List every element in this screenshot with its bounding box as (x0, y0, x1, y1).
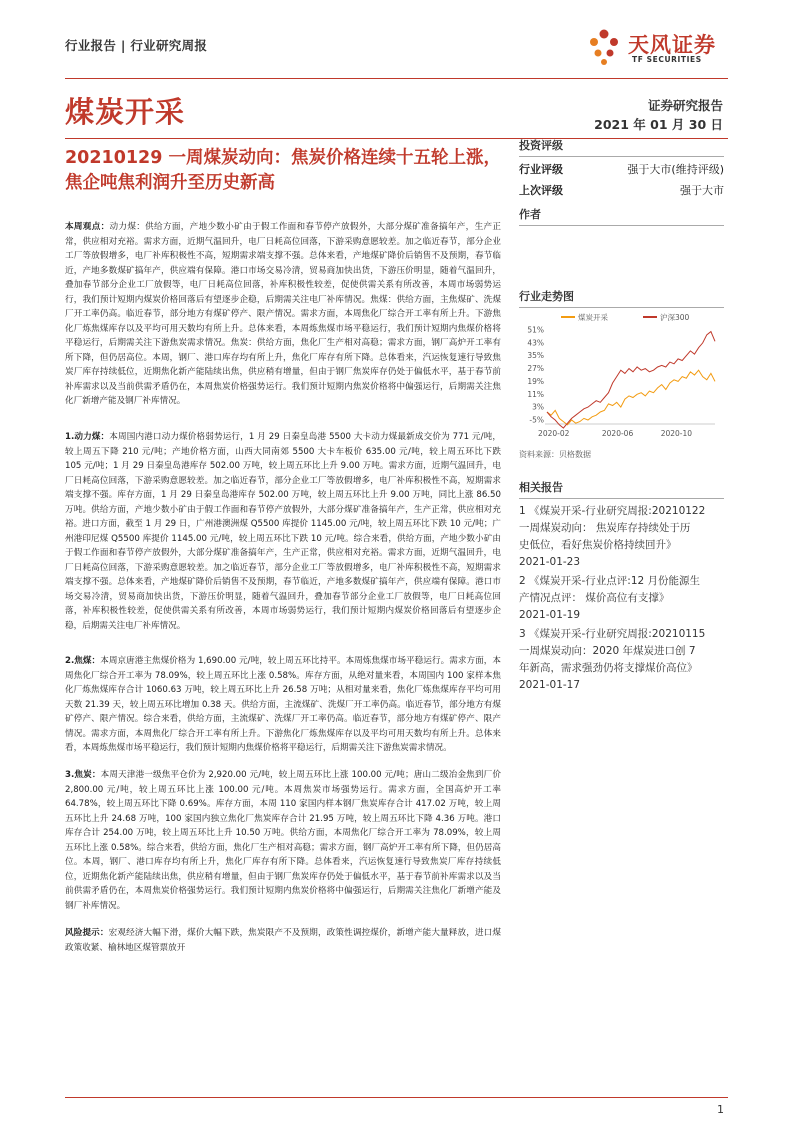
y-tick-label: 35% (527, 351, 544, 361)
coking-coal-text: 本周京唐港主焦煤价格为 1,690.00 元/吨，较上周五环比持平。本周炼焦煤市场平稳运行。需求方面，本周焦化厂综合开工率为 78.09%，较上周五环比上涨 0.58%。库存方面，从绝对量来看，本周国内 100 家样本焦化厂炼焦煤库存合计 1060.63 万吨，较上周五环比上升 26.58 万吨；从相对量来看，焦化厂炼焦煤库存平均可用天数 21.39 天，较上周五环比增加 0.38 天。供给方面，主流煤矿、洗煤厂开工率仍高。临近春节，部分地方有煤矿停产、限产情况。综合来看，供给方面，主流煤矿、洗煤厂开工率仍高。临近春节，部分地方有煤矿停产、限产情况。需求方面，本周焦化厂综合开工率有所上升。下游焦化厂炼焦煤库存以及平均可用天数均有所上升。总体来看，本周炼焦煤市场平稳运行，我们预计短期内焦煤价格将平稳运行，后期需关注下游焦炭需求情况。 (65, 656, 501, 753)
report-title (65, 146, 505, 196)
legend-label-hs300: 沪深300 (660, 313, 690, 322)
report-category: 行业报告 | 行业研究周报 (65, 38, 208, 53)
summary-label: 本周观点： (65, 222, 110, 232)
y-tick-label: 51% (527, 325, 544, 335)
related-report-3-date: 2021-01-17 (519, 679, 581, 691)
coke-text: 本周天津港一级焦平仓价为 2,920.00 元/吨，较上周五环比上涨 100.00 元/吨；唐山二级冶金焦到厂价 2,800.00 元/吨，较上周五环比上涨 100.00 元/吨。本周焦炭市场强势运行。需求方面，全国高炉开工率 64.78%，较上周五环比下降 0.69%。库存方面，本周 110 家国内样本钢厂焦炭库存合计 417.02 万吨，较上周五环比上升 24.68 万吨，100 家国内独立焦化厂焦炭库存合计 21.95 万吨，较上周五环比下降 4.36 万吨。港口库存合计 254.00 万吨，较上周五环比上升 10.50 万吨。供给方面，本周焦化厂综合开工率为 78.09%，较上周五环比上涨 0.58%。综合来看，供给方面，焦化厂生产相对高稳；需求方面，钢厂高炉开工率有所下降，但仍居高位。本周，钢厂、港口库存均有所上升，焦化厂库存有所下降。总体看来，汽运恢复速行导致焦炭厂库存持续低位，近期焦化新产能陆续出焦，供应稍有增量，但由于钢厂焦炭库存仍处于偏低水平，基于春节前补库需求以及当前供需矛盾仍在，本周焦炭价格强势运行。我们预计短期内焦炭价格将中偏强运行，后期需关注焦化厂新增产能及钢厂补库情况。 (65, 770, 501, 911)
summary-paragraph (65, 220, 501, 409)
previous-rating-value: 强于大市 (680, 184, 724, 197)
related-report-2-line1: 2 《煤炭开采-行业点评:12 月份能源生 (519, 575, 701, 587)
coke-paragraph (65, 768, 501, 913)
previous-rating-row (519, 182, 724, 198)
rating-panel (519, 137, 724, 198)
logo-name-cn: 天风证券 (628, 33, 716, 57)
hs300-line (547, 332, 715, 428)
trend-heading: 行业走势图 (519, 290, 574, 303)
industry-rating-label: 行业评级 (519, 163, 563, 176)
risk-label: 风险提示： (65, 928, 109, 938)
industry-rating-value: 强于大市(维持评级) (627, 163, 724, 176)
industry-trend-chart (519, 308, 724, 443)
related-report-3-line2: 一周煤炭动向：2020 年煤炭进口创 7 (519, 645, 696, 657)
related-report-3[interactable] (519, 626, 724, 694)
coking-coal-paragraph (65, 654, 501, 756)
report-type: 证券研究报告 (647, 98, 723, 113)
x-tick-label: 2020-10 (660, 429, 693, 438)
y-tick-label: 3% (532, 402, 544, 412)
related-report-3-line3: 年新高，需求强劲仍将支撑煤价高位》 (519, 662, 698, 674)
report-date: 2021 年 01 月 30 日 (594, 117, 723, 132)
rating-rule (519, 156, 724, 157)
related-heading: 相关报告 (519, 481, 563, 494)
related-report-1[interactable] (519, 503, 724, 571)
footer-divider (65, 1097, 728, 1098)
title-line-1: 20210129 一周煤炭动向：焦炭价格连续十五轮上涨， (65, 148, 502, 168)
thermal-coal-paragraph (65, 430, 501, 633)
trend-source: 资料来源：贝格数据 (519, 450, 591, 459)
coke-head: 3.焦炭： (65, 770, 101, 780)
logo-name-en: TF SECURITIES (632, 55, 702, 64)
x-axis-ticks (538, 429, 692, 438)
risk-paragraph (65, 926, 501, 955)
related-report-1-line3: 史低位，看好焦炭价格持续回升》 (519, 539, 677, 551)
related-report-1-date: 2021-01-23 (519, 556, 581, 568)
previous-rating-label: 上次评级 (519, 184, 563, 197)
related-report-1-line1: 1 《煤炭开采-行业研究周报:20210122 (519, 505, 706, 517)
y-tick-label: 19% (527, 376, 544, 386)
related-reports-panel (519, 479, 724, 694)
title-line-2: 焦企吨焦利润升至历史新高 (65, 173, 275, 193)
thermal-coal-text: 本周国内港口动力煤价格弱势运行，1 月 29 日秦皇岛港 5500 大卡动力煤最新成交价为 771 元/吨，较上周五下降 210 元/吨；产地价格方面，山西大同南郊 5500 大卡车板价 635.00 元/吨，较上周五环比下跌 105 元/吨；1 月 29 日秦皇岛港库存 502.00 万吨，较上周五环比上升 9.00 万吨。需求方面，近期气温回升，电厂日耗高位回落，下游采购意愿较差。加之临近春节，部分企业工厂等放假增多，电厂补库积极性不高，短期需求端支撑不强。库存方面，1 月 29 日秦皇岛港库存 502.00 万吨，较上周五环比上升 9.00 万吨，同比上涨 86.50 万吨。供给方面，产地少数小矿由于假工作面和春节停产放假外，大部分煤矿准备搞年产，生产正常，供应相对充裕。进口方面，截至 1 月 29 日，广州港澳洲煤 Q5500 库提价 1145.00 元/吨，较上周五环比下跌 10 元/吨；广州港印尼煤 Q5500 库提价 1145.00 元/吨，较上周五环比下跌 10 元/吨。综合来看，供给方面，产地少数小矿由于假工作面和春节停产放假外，大部分煤矿准备搞年产，生产正常，供应相对充裕。需求方面，近期气温回升，电厂日耗高位回落，下游采购意愿较差。加之临近春节，部分企业工厂等放假增多，电厂补库积极性不高，短期需求端支撑不强。总体来看，产地煤矿降价后销售不及预期，春节临近，产地多数煤矿搞年产，供应端有保障。港口市场交易冷清，贸易商加快出货，下游压价明显，随着气温回升，叠加春节部分企业工厂放假等，电厂日耗高位回落，补库积极性较差，促使供需关系有所改善，本周市场弱势运行，我们预计短期内煤炭价格回落后有望逐步企稳，后期需关注电厂补库情况。 (65, 432, 501, 631)
risk-text: 宏观经济大幅下滑，煤价大幅下跌，焦炭限产不及预期，政策性调控煤价，新增产能大量释放，进口煤政策收紧、榆林地区煤管票放开 (65, 928, 501, 953)
related-rule (519, 498, 724, 499)
related-report-2[interactable] (519, 573, 724, 624)
y-tick-label: 27% (527, 364, 544, 374)
page-number: 1 (717, 1103, 724, 1116)
summary-text: 动力煤：供给方面，产地少数小矿由于假工作面和春节停产放假外，大部分煤矿准备搞年产，生产正常，供应相对充裕。需求方面，近期气温回升，电厂日耗高位回落，下游采购意愿较差。加之临近春节，部分企业工厂等放假增多，电厂补库积极性不高，短期需求端支撑不强。总体来看，产地煤矿降价后销售不及预期，春节临近，产地多数煤矿搞年产，供应端有保障。港口市场交易冷清，贸易商加快出货，下游压价明显，随着气温回升，叠加春节部分企业工厂放假等，电厂日耗高位回落，补库积极性较差，促使供需关系有所改善，本周市场弱势运行，我们预计短期内煤炭价格回落后有望逐步企稳，后期需关注电厂补库情况。焦煤：供给方面，主焦煤矿、洗煤厂开工率仍高。临近春节，部分地方有煤矿停产、限产情况。需求方面，本周焦化厂综合开工率有所上升。下游焦化厂炼焦煤库存以及平均可用天数均有所上升。总体来看，本周炼焦煤市场平稳运行，我们预计短期内焦煤价格将平稳运行，后期需关注下游焦炭需求情况。焦炭：供给方面，焦化厂生产相对高稳；需求方面，钢厂高炉开工率有所下降，但仍居高位。本周，钢厂、港口库存均有所上升，焦化厂库存有所下降。总体看来，汽运恢复速行导致焦炭厂库存持续低位，近期焦化新产能陆续出焦，供应稍有增量，但由于钢厂焦炭库存仍处于偏低水平，基于春节前补库需求以及当前供需矛盾仍在，本周焦炭价格强势运行。我们预计短期内焦炭价格将中偏强运行，后期需关注焦化厂新增产能及钢厂补库情况。 (65, 222, 501, 406)
author-rule (519, 225, 724, 226)
y-axis-ticks (527, 326, 544, 425)
header-divider (65, 78, 728, 79)
y-tick-label: 43% (527, 338, 544, 348)
trend-panel (519, 288, 724, 308)
x-tick-label: 2020-06 (601, 429, 634, 438)
x-tick-label: 2020-02 (538, 429, 570, 438)
industry-rating-row (519, 161, 724, 177)
y-tick-label: -5% (529, 415, 544, 425)
related-report-3-line1: 3 《煤炭开采-行业研究周报:20210115 (519, 628, 706, 640)
y-tick-label: 11% (527, 389, 544, 399)
related-report-2-line2: 产情况点评： 煤价高位有支撑》 (519, 592, 670, 604)
logo-mark-icon (590, 30, 618, 66)
sector-title: 煤炭开采 (65, 95, 186, 129)
coking-coal-head: 2.焦煤： (65, 656, 101, 666)
rating-section-heading: 投资评级 (519, 139, 563, 152)
related-report-2-date: 2021-01-19 (519, 609, 581, 621)
related-report-1-line2: 一周煤炭动向： 焦炭库存持续处于历 (519, 522, 691, 534)
thermal-coal-head: 1.动力煤： (65, 432, 110, 442)
author-panel (519, 206, 724, 226)
coal-mining-line (547, 370, 715, 425)
legend-label-coal: 煤炭开采 (578, 313, 608, 322)
author-heading: 作者 (519, 208, 541, 221)
